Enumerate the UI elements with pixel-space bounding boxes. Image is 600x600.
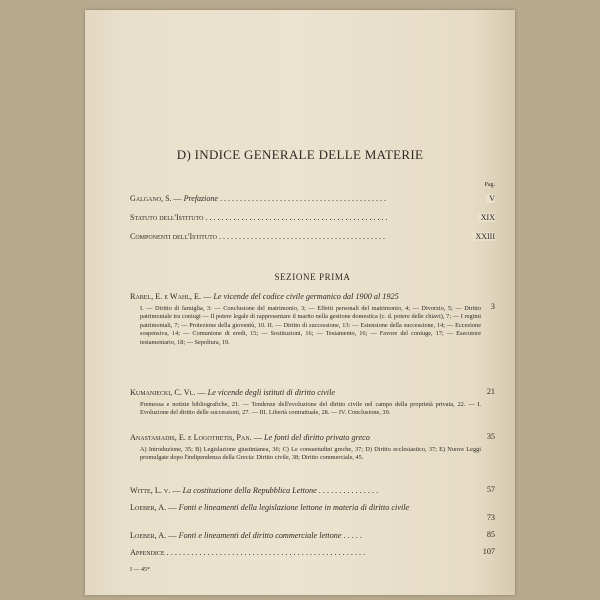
index-entry [130, 387, 495, 418]
entry-author: Loeber, A. — [130, 503, 177, 512]
entry-title: La costituzione della Repubblica Lettone [182, 486, 317, 495]
book-page [85, 10, 515, 595]
front-matter-row: Componenti dell'Istituto . . . . . . . . . . . . . . . . . . . . . . . . . . . . . . . . . . . . . . . . . . XXIII [130, 232, 495, 241]
entry-page-number: 21 [486, 387, 495, 396]
index-entry: Witte, L. v. — La costituzione della Repubblica Lettone . . . . . . . . . . . . . . . 57 [130, 485, 495, 495]
entry-title: Fonti e lineamenti della legislazione lettone in materia di diritto civile [178, 503, 410, 512]
entry-author: Rabel, E. e Wahl, E. — [130, 292, 212, 301]
entry-page-number: 35 [486, 432, 495, 441]
entry-page-number: 73 [486, 513, 495, 522]
entry-page-number: 57 [486, 485, 495, 494]
entry-description: Premessa e notizie bibliografiche, 21. — Tendenze dell'evoluzione del diritto civile nel campo della proprietà privata, 22. — I. Evoluzione del diritto delle successioni, 27. — III. Libertà contrattuale, 28. — IV. Conclusione, 30. [140, 401, 481, 417]
index-entry [130, 291, 495, 347]
section-title: SEZIONE PRIMA [274, 272, 351, 282]
entry-description: A) Introduzione, 35; B) Legislazione giustinianea, 36; C) Le consuetudini greche, 37; D) Diritto ecclesiastico, 37; E) Nuove Leggi promulgate dopo l'indipendenza della Grecia: Diritto civile, 38; Diritto commerciale, 45. [140, 446, 481, 462]
index-heading: D) INDICE GENERALE DELLE MATERIE [176, 147, 424, 162]
signature-mark: I — 45* [130, 567, 150, 573]
index-entry [130, 432, 495, 463]
entry-author: Witte, L. v. — [130, 486, 181, 495]
entry-author: Kumaniecki, C. Vl. — [130, 388, 206, 397]
front-matter-row: Statuto dell'Istituto . . . . . . . . . . . . . . . . . . . . . . . . . . . . . . . . . . . . . . . . . . . . . . XIX [130, 213, 495, 222]
index-entry: Loeber, A. — Fonti e lineamenti del diritto commerciale lettone . . . . . 85 [130, 530, 495, 540]
entry-title: Fonti e lineamenti del diritto commerciale lettone [178, 531, 342, 540]
entry-author: Appendice [130, 548, 165, 557]
index-entry: Appendice . . . . . . . . . . . . . . . . . . . . . . . . . . . . . . . . . . . . . . . . . . . . . . . . . 107 [130, 547, 495, 557]
row-page-number: XXIII [472, 232, 495, 241]
entry-title: Le fonti del diritto privato greco [263, 433, 370, 442]
row-title: Prefazione [183, 194, 218, 203]
entry-page-number: 107 [482, 547, 495, 556]
row-author: Statuto dell'Istituto [130, 213, 204, 222]
row-page-number: XIX [478, 213, 495, 222]
page-column-label: Pag. [484, 182, 495, 188]
row-author: Galgano, S. — [130, 194, 182, 203]
row-author: Componenti dell'Istituto [130, 232, 217, 241]
entry-author: Loeber, A. — [130, 531, 177, 540]
entry-page-number: 85 [486, 530, 495, 539]
entry-title: Le vicende degli istituti di diritto civile [207, 388, 335, 397]
entry-description: I. — Diritto di famiglia, 3: — Conclusione del matrimonio, 3; — Effetti personali del matrimonio, 4; — Divorzio, 5; — Diritto patrimoniale tra coniugi — Il potere legale di rappresentare il marito nella gestione domestica (c. d. potere delle chiavi), 7; — I regimi patrimoniali, 7; — Protezione della gioventù, 10. II. — Diritto di successione, 13: — Estensione della successione, 14; — Eccezione sospensiva, 14; — Comunione di eredi, 15; — Sostituzioni, 16; — Testamento, 16; — Favore del coniuge, 17; — Esecutore testamentario, 18; — Sepoltura, 19. [140, 305, 481, 346]
entry-title: Le vicende del codice civile germanico dal 1900 al 1925 [213, 292, 399, 301]
entry-page-number: 3 [490, 302, 495, 311]
front-matter-row: Galgano, S. — Prefazione . . . . . . . . . . . . . . . . . . . . . . . . . . . . . . . . . . . . . . . . . . V [130, 194, 495, 203]
row-page-number: V [486, 194, 495, 203]
entry-author: Anastasiadis, E. e Logothetis, Pan. — [130, 433, 262, 442]
index-entry [130, 502, 495, 522]
